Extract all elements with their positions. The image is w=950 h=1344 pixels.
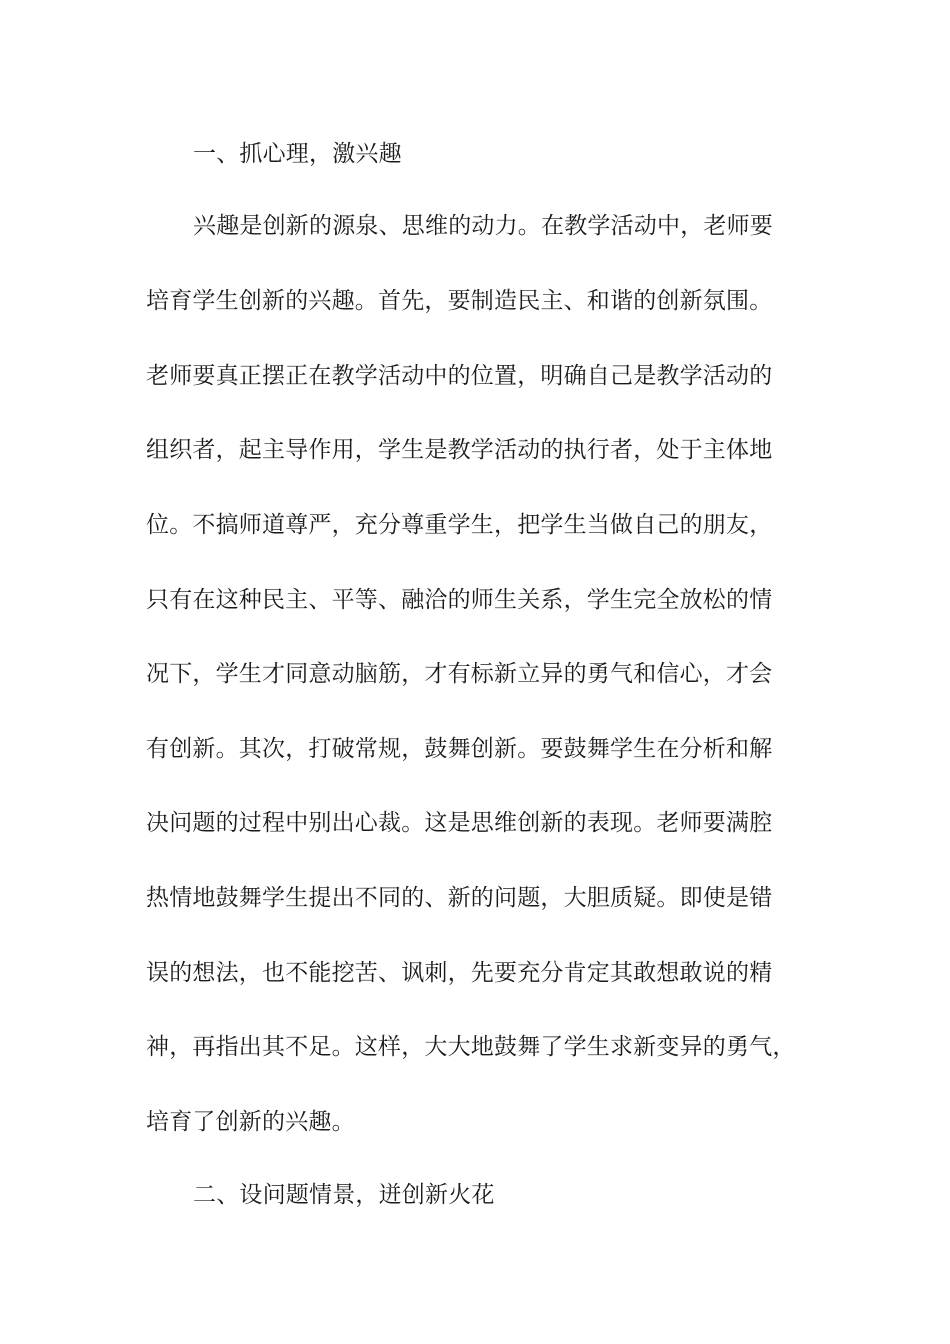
paragraph-line: 老师要真正摆正在教学活动中的位置，明确自己是教学活动的	[146, 363, 773, 389]
section-heading-2: 二、设问题情景，迸创新火花	[193, 1182, 495, 1208]
paragraph-line: 培育学生创新的兴趣。首先，要制造民主、和谐的创新氛围。	[146, 288, 773, 314]
paragraph-line: 况下，学生才同意动脑筋，才有标新立异的勇气和信心，才会	[146, 661, 773, 687]
paragraph-line: 组织者，起主导作用，学生是教学活动的执行者，处于主体地	[146, 437, 773, 463]
paragraph-line: 神，再指出其不足。这样，大大地鼓舞了学生求新变异的勇气，	[146, 1034, 796, 1060]
paragraph-line: 有创新。其次，打破常规，鼓舞创新。要鼓舞学生在分析和解	[146, 736, 773, 762]
paragraph-line: 热情地鼓舞学生提出不同的、新的问题，大胆质疑。即使是错	[146, 885, 773, 911]
paragraph-line: 兴趣是创新的源泉、思维的动力。在教学活动中，老师要	[193, 213, 773, 239]
paragraph-line: 只有在这种民主、平等、融洽的师生关系，学生完全放松的情	[146, 587, 773, 613]
paragraph-line: 培育了创新的兴趣。	[146, 1109, 355, 1135]
paragraph-line: 决问题的过程中别出心裁。这是思维创新的表现。老师要满腔	[146, 810, 773, 836]
section-heading-1: 一、抓心理，激兴趣	[193, 141, 402, 167]
paragraph-line: 误的想法，也不能挖苦、讽刺，先要充分肯定其敢想敢说的精	[146, 960, 773, 986]
paragraph-line: 位。不搞师道尊严，充分尊重学生，把学生当做自己的朋友，	[146, 512, 773, 538]
